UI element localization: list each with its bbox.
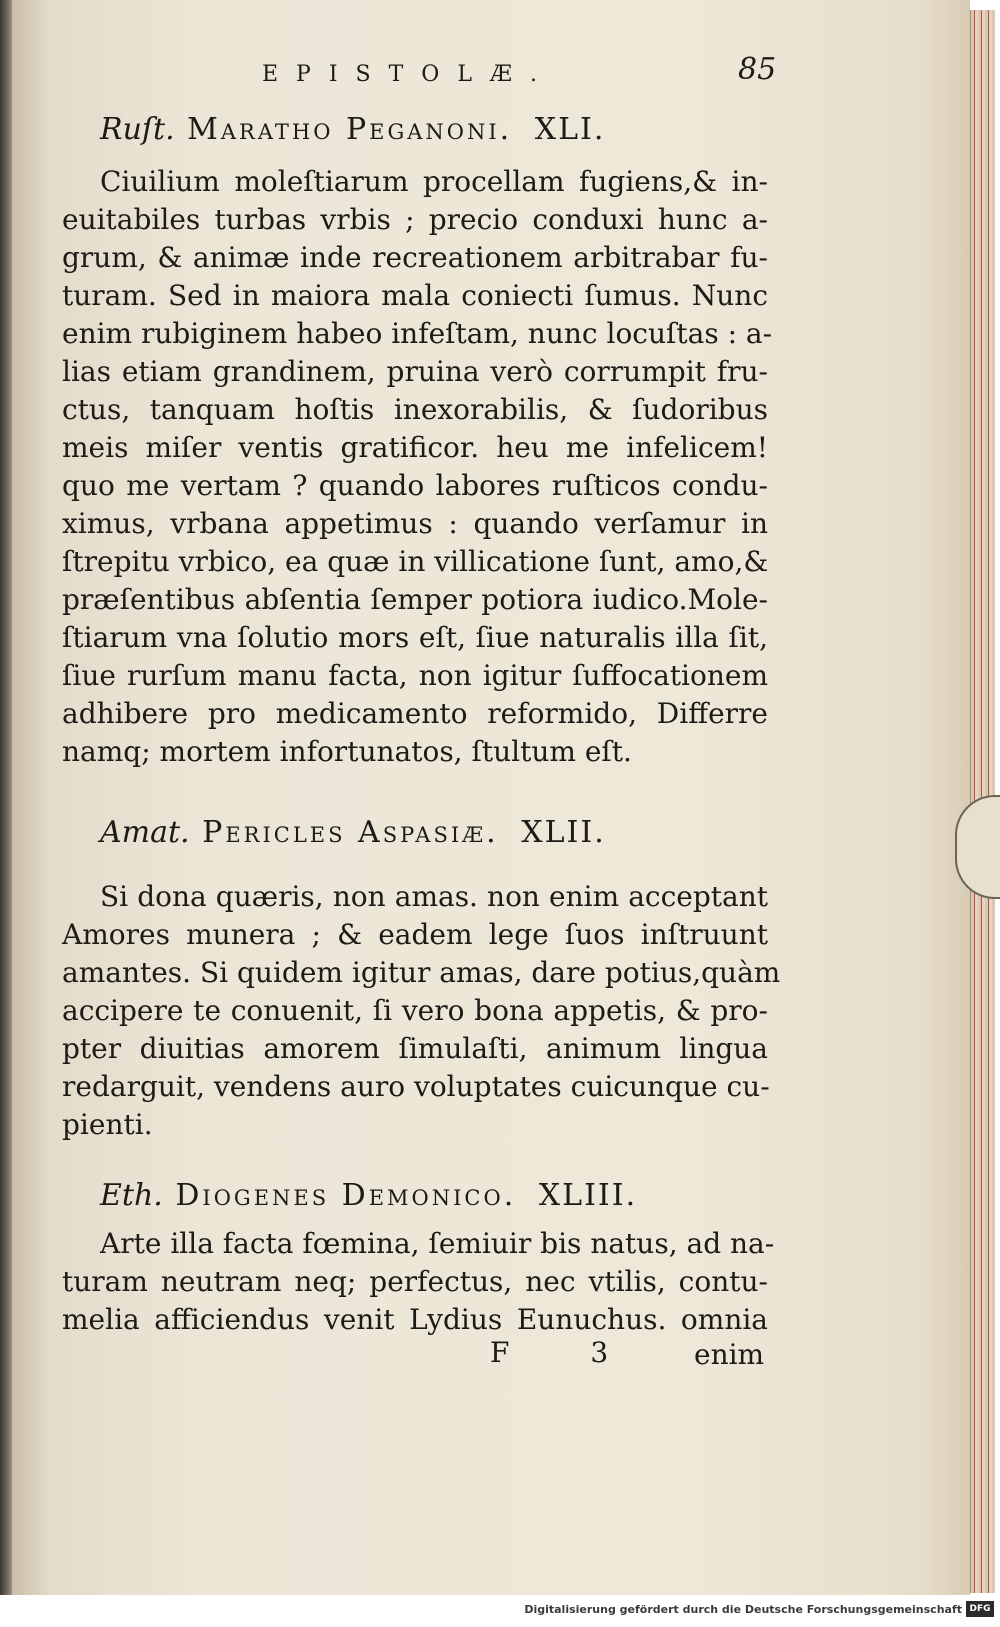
text-line: ſiue rurſum manu facta, non igitur ſuffocationem — [62, 659, 768, 692]
dfg-logo: DFG — [966, 1601, 994, 1617]
letter-number: XLII. — [521, 815, 606, 850]
letter-category: Amat. — [100, 815, 190, 850]
page-number: 85 — [738, 52, 777, 87]
text-line: turam neutram neq; perfectus, nec vtilis, contu- — [62, 1265, 768, 1298]
text-line: pienti. — [62, 1108, 153, 1141]
text-line: redarguit, vendens auro voluptates cuicunque cu- — [62, 1070, 770, 1103]
text-line: Arte illa facta fœmina, ſemiuir bis natus, ad na- — [100, 1227, 775, 1260]
text-line: accipere te conuenit, ſi vero bona appetis, & pro- — [62, 994, 768, 1027]
text-line: adhibere pro medicamento reformido, Differre — [62, 697, 768, 730]
text-line: lias etiam grandinem, pruina verò corrumpit fru- — [62, 355, 768, 388]
text-line: ſtiarum vna ſolutio mors eſt, ſiue naturalis illa ſit, — [62, 621, 768, 654]
signature-mark: F 3 — [490, 1336, 645, 1369]
letter-number: XLIII. — [538, 1178, 638, 1213]
text-line: grum, & animæ inde recreationem arbitrabar fu- — [62, 241, 768, 274]
text-line: Amores munera ; & eadem lege ſuos inſtruunt — [62, 918, 768, 951]
text-line: melia afficiendus venit Lydius Eunuchus. omnia — [62, 1303, 768, 1336]
text-line: meis miſer ventis gratificor. heu me infelicem! — [62, 431, 768, 464]
text-line: turam. Sed in maiora mala coniecti ſumus. Nunc — [62, 279, 768, 312]
letter-title: Maratho Peganoni. — [187, 112, 513, 147]
running-head: EPISTOLÆ. — [262, 62, 555, 87]
text-line: ſtrepitu vrbico, ea quæ in villicatione ſunt, amo,& — [62, 545, 769, 578]
letter-heading — [100, 1178, 637, 1213]
letter-number: XLI. — [534, 112, 606, 147]
letter-heading — [100, 815, 606, 850]
letter-category: Ruſt. — [100, 112, 175, 147]
text-line: ctus, tanquam hoſtis inexorabilis, & ſudoribus — [62, 393, 768, 426]
letter-title: Pericles Aspasiæ. — [202, 815, 499, 850]
digitization-credit: Digitalisierung gefördert durch die Deutsche Forschungsgemeinschaft — [524, 1603, 962, 1616]
letter-title: Diogenes Demonico. — [175, 1178, 517, 1213]
text-line: præſentibus abſentia ſemper potiora iudico.Mole- — [62, 583, 768, 616]
letter-category: Eth. — [100, 1178, 163, 1213]
text-line: euitabiles turbas vrbis ; precio conduxi hunc a- — [62, 203, 768, 236]
catchword: enim — [694, 1338, 765, 1371]
text-line: ximus, vrbana appetimus : quando verſamur in — [62, 507, 768, 540]
text-line: amantes. Si quidem igitur amas, dare potius,quàm — [62, 956, 781, 989]
text-line: quo me vertam ? quando labores ruſticos condu- — [62, 469, 768, 502]
text-line: Ciuilium moleſtiarum procellam fugiens,& in- — [100, 165, 768, 198]
letter-heading — [100, 112, 605, 147]
text-line: pter diuitias amorem ſimulaſti, animum lingua — [62, 1032, 768, 1065]
text-line: enim rubiginem habeo infeſtam, nunc locuſtas : a- — [62, 317, 773, 350]
text-line: namq; mortem infortunatos, ſtultum eſt. — [62, 735, 632, 768]
text-line: Si dona quæris, non amas. non enim acceptant — [100, 880, 768, 913]
